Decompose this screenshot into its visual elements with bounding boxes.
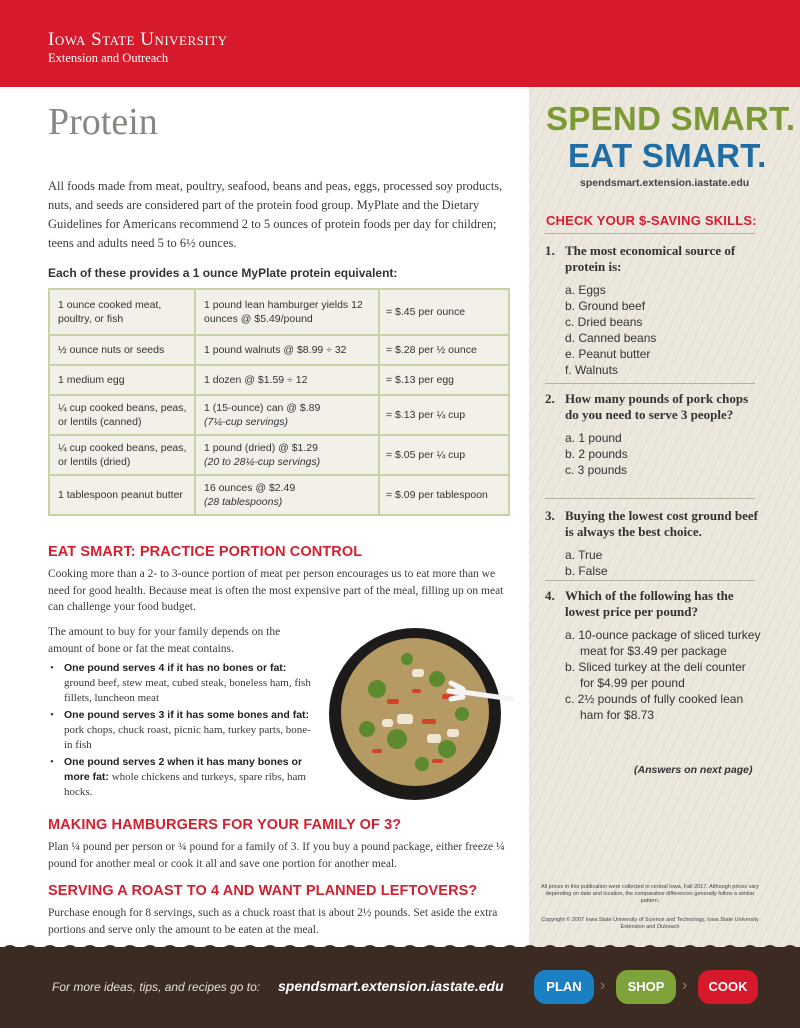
table-row xyxy=(49,335,509,365)
table-cell-cost: = $.09 per tablespoon xyxy=(379,475,509,515)
quiz-question-2: 2. How many pounds of pork chops do you need to serve 3 people? a. 1 pound b. 2 pounds c. 3 pounds xyxy=(545,391,763,478)
portion-paragraph-2: The amount to buy for your family depends on the amount of bone or fat the meat contains. xyxy=(48,626,281,655)
shop-button[interactable]: SHOP xyxy=(616,970,676,1004)
plan-button[interactable]: PLAN xyxy=(534,970,594,1004)
hamburgers-heading: MAKING HAMBURGERS FOR YOUR FAMILY OF 3? xyxy=(48,817,402,833)
list-item: • One pound serves 2 when it has many bones or more fat: whole chickens and turkeys, spare ribs, ham hocks. xyxy=(48,755,316,800)
copyright-notice: Copyright © 2007 Iowa State University of Science and Technology, Iowa State University Extension and Outreach xyxy=(541,917,759,930)
list-item: • One pound serves 4 if it has no bones or fat: ground beef, stew meat, cubed steak, boneless ham, fish fillets, luncheon meat xyxy=(48,661,316,706)
quiz-option: f. Walnuts xyxy=(565,363,618,377)
quiz-option: a. True xyxy=(565,548,603,562)
table-heading: Each of these provides a 1 ounce MyPlate protein equivalent: xyxy=(48,266,398,280)
table-cell-item: ½ ounce nuts or seeds xyxy=(49,335,195,365)
footer-bar xyxy=(0,947,800,1028)
quiz-option: d. Canned beans xyxy=(565,331,657,345)
spend-smart-logo: SPEND SMART. xyxy=(546,100,796,137)
quiz-option: b. False xyxy=(565,564,608,578)
table-row xyxy=(49,289,509,335)
table-cell-item: ¼ cup cooked beans, peas, or lentils (canned) xyxy=(49,395,195,435)
table-cell-cost: = $.05 per ¼ cup xyxy=(379,435,509,475)
table-cell-cost: = $.45 per ounce xyxy=(379,289,509,335)
roast-paragraph: Purchase enough for 8 servings, such as a chuck roast that is about 2½ pounds. Set aside the extra portions and serve only the amount to be eaten at the meal. xyxy=(48,907,498,936)
table-cell-cost: = $.28 per ½ ounce xyxy=(379,335,509,365)
sidebar-website: spendsmart.extension.iastate.edu xyxy=(580,177,750,189)
protein-equivalent-table xyxy=(48,288,510,516)
table-cell-price: 1 pound lean hamburger yields 12 ounces @ $5.49/pound xyxy=(195,289,379,335)
table-row xyxy=(49,395,509,435)
portion-control-heading: EAT SMART: PRACTICE PORTION CONTROL xyxy=(48,544,363,560)
footer-website-link[interactable]: spendsmart.extension.iastate.edu xyxy=(278,978,504,994)
table-cell-item: 1 ounce cooked meat, poultry, or fish xyxy=(49,289,195,335)
table-row xyxy=(49,475,509,515)
table-cell-item: 1 tablespoon peanut butter xyxy=(49,475,195,515)
quiz-question-1: 1. The most economical source of protein is: a. Eggs b. Ground beef c. Dried beans d. Canned beans e. Peanut butter f. Walnuts xyxy=(545,243,763,378)
quiz-option: c. 2½ pounds of fully cooked lean ham for $8.73 xyxy=(565,692,744,722)
price-disclaimer: All prices in this publication were collected in central Iowa, Fall 2017. Although prices vary depending on date and location, the comparative differences generally follow a similar pattern. xyxy=(541,884,759,904)
quiz-option: a. 10-ounce package of sliced turkey meat for $3.49 per package xyxy=(565,628,761,658)
table-cell-item: 1 medium egg xyxy=(49,365,195,395)
page-title: Protein xyxy=(48,101,158,143)
quiz-option: a. 1 pound xyxy=(565,431,622,445)
table-cell-cost: = $.13 per egg xyxy=(379,365,509,395)
hamburgers-paragraph: Plan ¼ pound per person or ¾ pound for a family of 3. If you buy a pound package, either freeze ¼ pound for another meal or cook it all and save one portion for another meal. xyxy=(48,841,505,870)
university-name: Iowa State University xyxy=(48,29,228,50)
answers-note: (Answers on next page) xyxy=(634,764,753,776)
quiz-option: e. Peanut butter xyxy=(565,347,651,361)
portion-paragraph-1: Cooking more than a 2- to 3-ounce portion of meat per person encourages us to eat more than we need for good health. Because meat is often the most expensive part of the meal, filling up on meat can challenge your food budget. xyxy=(48,568,504,613)
table-cell-price: 1 (15-ounce) can @ $.89 (7¼-cup servings) xyxy=(195,395,379,435)
cook-button[interactable]: COOK xyxy=(698,970,758,1004)
table-cell-price: 16 ounces @ $2.49 (28 tablespoons) xyxy=(195,475,379,515)
header-bar xyxy=(0,0,800,87)
intro-paragraph: All foods made from meat, poultry, seafood, beans and peas, eggs, processed soy products, nuts, and seeds are considered part of the protein food group. MyPlate and the Dietary Guidelines for Americans recommend 2 to 5 ounces of protein foods per day for children; teens and adults need 5 to 6½ ounces. xyxy=(48,179,503,250)
table-row xyxy=(49,365,509,395)
skillet-food-image xyxy=(327,619,515,804)
table-cell-price: 1 pound walnuts @ $8.99 ÷ 32 xyxy=(195,335,379,365)
list-item: • One pound serves 3 if it has some bones and fat: pork chops, chuck roast, picnic ham, turkey parts, bone-in fish xyxy=(48,708,316,753)
divider xyxy=(545,383,755,384)
table-cell-item: ¼ cup cooked beans, peas, or lentils (dried) xyxy=(49,435,195,475)
quiz-option: c. Dried beans xyxy=(565,315,643,329)
portion-bullet-list xyxy=(48,661,316,802)
quiz-question-3: 3. Buying the lowest cost ground beef is always the best choice. a. True b. False xyxy=(545,508,763,579)
roast-heading: SERVING A ROAST TO 4 AND WANT PLANNED LEFTOVERS? xyxy=(48,883,478,899)
quiz-option: a. Eggs xyxy=(565,283,606,297)
table-row xyxy=(49,435,509,475)
scallop-edge xyxy=(0,939,800,951)
chevron-right-icon: › xyxy=(682,977,688,994)
table-cell-price: 1 dozen @ $1.59 ÷ 12 xyxy=(195,365,379,395)
chevron-right-icon: › xyxy=(600,977,606,994)
quiz-option: b. 2 pounds xyxy=(565,447,628,461)
quiz-question-4: 4. Which of the following has the lowest price per pound? a. 10-ounce package of sliced turkey meat for $3.49 per package b. Sliced turkey at the deli counter for $4.99 per pound c. 2½ pounds of fully cooked lean ham for $8.73 xyxy=(545,588,763,723)
quiz-option: b. Sliced turkey at the deli counter for $4.99 per pound xyxy=(565,660,746,690)
footer-more-text: For more ideas, tips, and recipes go to: xyxy=(52,980,261,994)
quiz-option: b. Ground beef xyxy=(565,299,646,313)
divider xyxy=(545,580,755,581)
quiz-option: c. 3 pounds xyxy=(565,463,628,477)
check-skills-heading: CHECK YOUR $-SAVING SKILLS: xyxy=(546,213,757,228)
table-cell-price: 1 pound (dried) @ $1.29 (20 to 28¼-cup servings) xyxy=(195,435,379,475)
extension-name: Extension and Outreach xyxy=(48,51,169,65)
table-cell-cost: = $.13 per ¼ cup xyxy=(379,395,509,435)
divider xyxy=(545,233,755,234)
divider xyxy=(545,498,755,499)
eat-smart-logo: EAT SMART. xyxy=(568,137,767,174)
